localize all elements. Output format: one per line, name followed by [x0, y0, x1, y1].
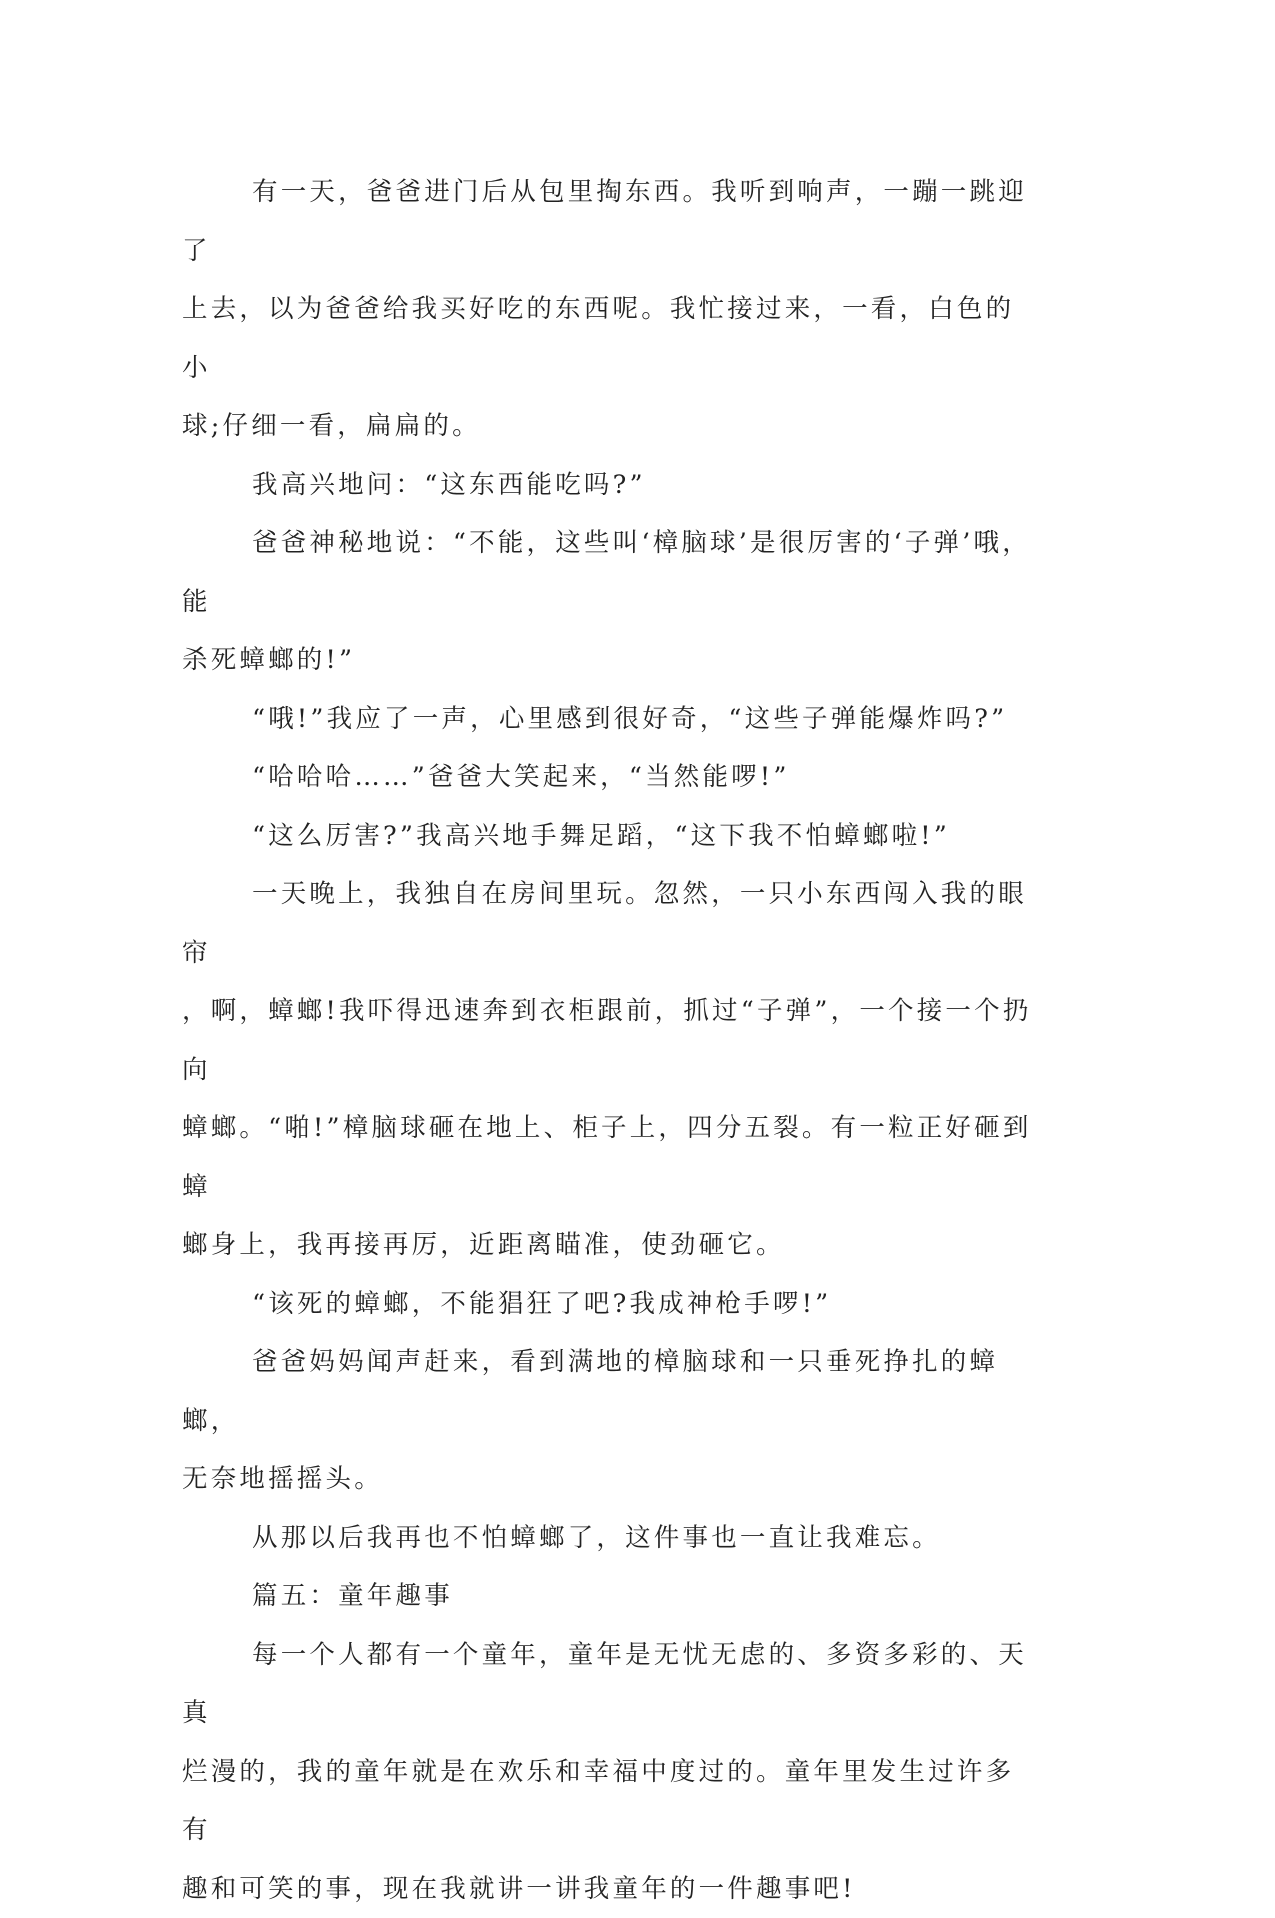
- paragraph: [182, 514, 1037, 690]
- text-line: ，啊，蟑螂!我吓得迅速奔到衣柜跟前，抓过“子弹”，一个接一个扔向: [182, 982, 1037, 1099]
- text-line: “哦!”我应了一声，心里感到很好奇，“这些子弹能爆炸吗?”: [182, 690, 1037, 749]
- paragraph: [182, 1509, 1037, 1568]
- text-line: 每一个人都有一个童年，童年是无忧无虑的、多资多彩的、天真: [182, 1626, 1037, 1743]
- text-line: 蟑螂。“啪!”樟脑球砸在地上、柜子上，四分五裂。有一粒正好砸到蟑: [182, 1099, 1037, 1216]
- text-line: 有一天，爸爸进门后从包里掏东西。我听到响声，一蹦一跳迎了: [182, 163, 1037, 280]
- text-line: 无奈地摇摇头。: [182, 1450, 1037, 1509]
- closing-paragraph: [182, 1626, 1037, 1918]
- text-line: 球;仔细一看，扁扁的。: [182, 397, 1037, 456]
- paragraph: [182, 1333, 1037, 1509]
- text-line: 趣和可笑的事，现在我就讲一讲我童年的一件趣事吧!: [182, 1860, 1037, 1918]
- section-heading: 篇五：童年趣事: [182, 1567, 1037, 1626]
- text-line: 爸爸神秘地说：“不能，这些叫‘樟脑球’是很厉害的‘子弹’哦，能: [182, 514, 1037, 631]
- paragraph: [182, 163, 1037, 456]
- text-line: 上去，以为爸爸给我买好吃的东西呢。我忙接过来，一看，白色的小: [182, 280, 1037, 397]
- text-line: “该死的蟑螂，不能猖狂了吧?我成神枪手啰!”: [182, 1275, 1037, 1334]
- paragraph: [182, 456, 1037, 515]
- text-line: 从那以后我再也不怕蟑螂了，这件事也一直让我难忘。: [182, 1509, 1037, 1568]
- text-line: “这么厉害?”我高兴地手舞足蹈，“这下我不怕蟑螂啦!”: [182, 807, 1037, 866]
- text-line: “哈哈哈……”爸爸大笑起来，“当然能啰!”: [182, 748, 1037, 807]
- text-line: 爸爸妈妈闻声赶来，看到满地的樟脑球和一只垂死挣扎的蟑螂，: [182, 1333, 1037, 1450]
- paragraph: [182, 690, 1037, 749]
- text-line: 杀死蟑螂的!”: [182, 631, 1037, 690]
- text-line: 烂漫的，我的童年就是在欢乐和幸福中度过的。童年里发生过许多有: [182, 1743, 1037, 1860]
- paragraph: [182, 865, 1037, 1275]
- text-line: 一天晚上，我独自在房间里玩。忽然，一只小东西闯入我的眼帘: [182, 865, 1037, 982]
- text-line: 螂身上，我再接再厉，近距离瞄准，使劲砸它。: [182, 1216, 1037, 1275]
- paragraph: [182, 807, 1037, 866]
- document-body: [182, 163, 1037, 1918]
- text-line: 我高兴地问：“这东西能吃吗?”: [182, 456, 1037, 515]
- paragraph: [182, 1275, 1037, 1334]
- paragraph: [182, 748, 1037, 807]
